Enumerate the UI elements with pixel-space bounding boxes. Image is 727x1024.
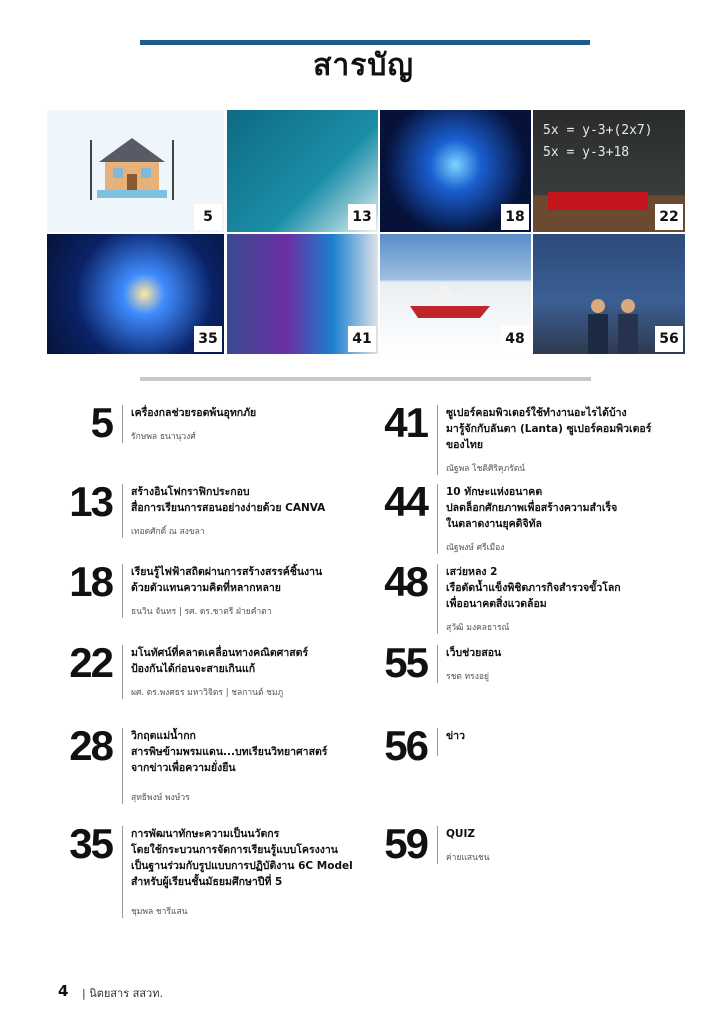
- thumbnail-page-badge: 13: [348, 204, 376, 230]
- toc-headline: มารู้จักกับลันตา (Lanta) ซูเปอร์คอมพิวเตอร์: [446, 423, 652, 435]
- page-title: สารบัญ: [313, 48, 414, 83]
- toc-headline: เรียนรู้ไฟฟ้าสถิตผ่านการสร้างสรรค์ชิ้นงาน: [131, 566, 323, 578]
- house-illustration: [87, 130, 177, 210]
- toc-author: เทอดศักดิ์ ณ สงขลา: [131, 527, 205, 537]
- toc-page-number: 18: [69, 558, 112, 605]
- thumbnail-page-badge: 5: [194, 204, 222, 230]
- toc-headline: วิกฤตแม่น้ำกก: [131, 730, 196, 742]
- toc-headline: 10 ทักษะแห่งอนาคต: [446, 486, 543, 498]
- toc-page-number: 28: [69, 722, 112, 769]
- toc-author: ณัฐพล โชติศิริคุภรัตน์: [446, 464, 526, 474]
- thumbnail-flood-house[interactable]: [47, 110, 224, 232]
- thumbnail-supercomputer[interactable]: [227, 234, 378, 354]
- toc-author: สุวัฒิ มงคลธารณ์: [446, 623, 510, 633]
- toc-page-number: 56: [384, 722, 427, 769]
- toc-entry[interactable]: [69, 722, 372, 804]
- toc-author: ผศ. ดร.พงศธร มหาวิจิตร | ชลกานต์ ชมภู: [131, 688, 284, 698]
- toc-headline: เป็นฐานร่วมกับรูปแบบการปฏิบัติงาน 6C Model: [131, 860, 353, 872]
- toc-page-number: 55: [384, 639, 427, 686]
- toc-entry[interactable]: [69, 478, 372, 538]
- thumbnail-page-badge: 41: [348, 326, 376, 352]
- toc-author: ค่ายแสนชน: [446, 853, 490, 863]
- toc-headline: เว็บช่วยสอน: [446, 647, 502, 659]
- chalkboard-equation: 5x = y-3+(2x7) 5x = y-3+18: [543, 123, 653, 160]
- thumbnail-math-chalkboard[interactable]: [533, 110, 685, 232]
- toc-page-number: 41: [384, 399, 427, 446]
- toc-page-number: 22: [69, 639, 112, 686]
- toc-headline: สารพิษข้ามพรมแดน...บทเรียนวิทยาศาสตร์: [131, 746, 328, 758]
- toc-page-number: 5: [90, 399, 112, 446]
- thumbnail-news-award[interactable]: [533, 234, 685, 354]
- toc-headline: สำหรับผู้เรียนชั้นมัธยมศึกษาปีที่ 5: [131, 876, 283, 888]
- thumbnail-grid: [47, 110, 685, 354]
- toc-headline: จากข่าวเพื่อความยั่งยืน: [131, 762, 236, 774]
- people-illustration: [578, 294, 648, 354]
- toc-author: ธนวิน จันทร | รศ. ดร.ชาตรี ฝ่ายคำตา: [131, 607, 272, 617]
- toc-entry[interactable]: [90, 399, 372, 446]
- toc-author: สุทธิพงษ์ พงษ์วร: [131, 793, 190, 803]
- toc-headline: ป้องกันได้ก่อนจะสายเกินแก้: [131, 663, 256, 675]
- toc-headline: มโนทัศน์ที่คลาดเคลื่อนทางคณิตศาสตร์: [131, 647, 309, 659]
- toc-author: รักษพล ธนานุวงศ์: [131, 432, 196, 442]
- thumbnail-page-badge: 35: [194, 326, 222, 352]
- toc-entry[interactable]: [69, 558, 372, 618]
- thumbnail-page-badge: 22: [655, 204, 683, 230]
- toc-headline: เครื่องกลช่วยรอดพ้นอุทกภัย: [131, 407, 257, 419]
- toc-headline: ของไทย: [446, 439, 483, 451]
- toc-headline: เสว่ยหลง 2: [446, 566, 498, 578]
- toc-entry[interactable]: [384, 722, 687, 769]
- toc-headline: ข่าว: [446, 730, 465, 742]
- toc-headline: เพื่ออนาคตสิ่งแวดล้อม: [446, 598, 547, 610]
- toc-headline: โดยใช้กระบวนการจัดการเรียนรู้แบบโครงงาน: [131, 844, 338, 856]
- toc-headline: สร้างอินโฟกราฟิกประกอบ: [131, 486, 250, 498]
- toc-headline: การพัฒนาทักษะความเป็นนวัตกร: [131, 828, 280, 840]
- toc-entry[interactable]: [384, 399, 687, 475]
- thumbnail-icebreaker-ship[interactable]: [380, 234, 531, 354]
- ship-illustration: [410, 284, 490, 324]
- toc-author: ชุมพล ชารีแสน: [131, 907, 188, 917]
- toc-headline: ซูเปอร์คอมพิวเตอร์ใช้ทำงานอะไรได้บ้าง: [446, 407, 627, 419]
- thumbnail-innovation-bulb[interactable]: [47, 234, 224, 354]
- toc-entry[interactable]: [384, 478, 687, 554]
- footer-publication: | นิตยสาร สสวท.: [82, 987, 163, 1000]
- toc-entry[interactable]: [69, 820, 372, 918]
- thumbnail-page-badge: 18: [501, 204, 529, 230]
- toc-entry[interactable]: [384, 639, 687, 686]
- thumbnail-page-badge: 48: [501, 326, 529, 352]
- toc-page-number: 44: [384, 478, 427, 525]
- toc-page-number: 59: [384, 820, 427, 867]
- toc-page-number: 35: [69, 820, 112, 867]
- thumbnail-infographic[interactable]: [227, 110, 378, 232]
- toc-author: ณัฐพงษ์ ศรีเมือง: [446, 543, 505, 553]
- thumbnail-static-electricity[interactable]: [380, 110, 531, 232]
- toc-headline: QUIZ: [446, 828, 475, 840]
- footer-page-number: 4: [58, 982, 69, 1000]
- toc-headline: ในตลาดงานยุคดิจิทัล: [446, 518, 542, 530]
- toc-headline: ด้วยตัวแทนความคิดที่หลากหลาย: [131, 582, 281, 594]
- toc-entry[interactable]: [384, 558, 687, 634]
- toc-page-number: 13: [69, 478, 112, 525]
- toc-page-number: 48: [384, 558, 427, 605]
- toc-headline: ปลดล็อกศักยภาพเพื่อสร้างความสำเร็จ: [446, 502, 618, 514]
- toc-entry[interactable]: [384, 820, 687, 867]
- toc-author: รชต ทรงอยู่: [446, 672, 489, 682]
- red-book-shape: [548, 192, 648, 210]
- thumbnail-page-badge: 56: [655, 326, 683, 352]
- toc-headline: เรือตัดน้ำแข็งพิชิตภารกิจสำรวจขั้วโลก: [446, 582, 621, 594]
- toc-headline: สื่อการเรียนการสอนอย่างง่ายด้วย CANVA: [131, 502, 326, 514]
- section-separator: [140, 377, 591, 381]
- toc-entry[interactable]: [69, 639, 372, 699]
